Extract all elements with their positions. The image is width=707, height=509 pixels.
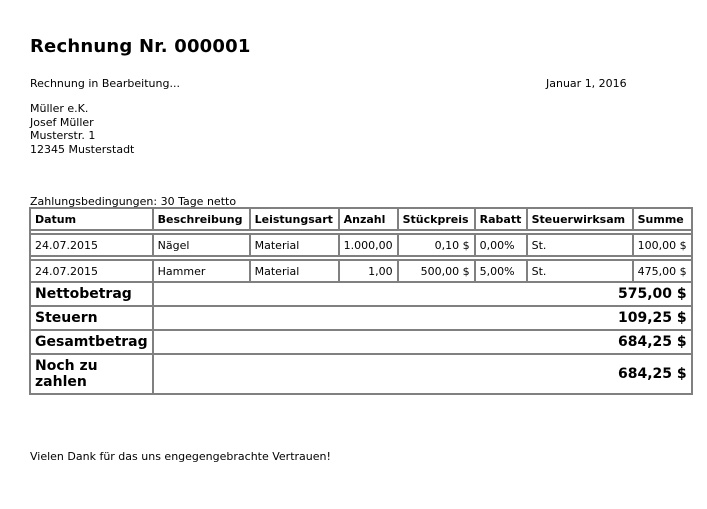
recipient-address (30, 102, 134, 156)
amount-due-value: 684,25 $ (153, 354, 692, 394)
cell-service-type: Material (250, 260, 339, 282)
header-service-type: Leistungsart (250, 208, 339, 230)
net-total-label: Nettobetrag (30, 282, 153, 306)
invoice-status: Rechnung in Bearbeitung... (30, 77, 180, 90)
address-city: 12345 Musterstadt (30, 142, 135, 156)
net-total-row (30, 282, 692, 306)
address-person: Josef Müller (30, 115, 94, 129)
address-company: Müller e.K. (30, 102, 89, 115)
cell-discount: 5,00% (475, 260, 527, 282)
cell-discount: 0,00% (475, 234, 527, 256)
thank-you-note: Vielen Dank für das uns engegengebrachte Vertrauen! (30, 450, 331, 463)
cell-unit-price: 500,00 $ (398, 260, 475, 282)
cell-service-type: Material (250, 234, 339, 256)
header-date: Datum (30, 208, 153, 230)
cell-tax: St. (527, 234, 633, 256)
invoice-title: Rechnung Nr. 000001 (30, 36, 251, 57)
cell-sum: 100,00 $ (633, 234, 692, 256)
cell-tax: St. (527, 260, 633, 282)
cell-quantity: 1.000,00 (339, 234, 398, 256)
cell-description: Nägel (153, 234, 250, 256)
header-unit-price: Stückpreis (398, 208, 475, 230)
cell-date: 24.07.2015 (30, 260, 153, 282)
tax-total-row (30, 306, 692, 330)
cell-date: 24.07.2015 (30, 234, 153, 256)
gross-total-label: Gesamtbetrag (30, 330, 153, 354)
header-tax: Steuerwirksam (527, 208, 633, 230)
cell-quantity: 1,00 (339, 260, 398, 282)
header-quantity: Anzahl (339, 208, 398, 230)
cell-sum: 475,00 $ (633, 260, 692, 282)
invoice-date: Januar 1, 2016 (546, 77, 627, 90)
amount-due-label-line1: Noch zu (35, 358, 98, 374)
amount-due-label-line2: zahlen (35, 374, 87, 390)
header-discount: Rabatt (475, 208, 527, 230)
header-sum: Summe (633, 208, 692, 230)
tax-total-label: Steuern (30, 306, 153, 330)
payment-terms: Zahlungsbedingungen: 30 Tage netto (30, 195, 237, 208)
cell-description: Hammer (153, 260, 250, 282)
table-row (30, 260, 692, 282)
invoice-table (29, 207, 693, 395)
header-description: Beschreibung (153, 208, 250, 230)
cell-unit-price: 0,10 $ (398, 234, 475, 256)
gross-total-value: 684,25 $ (153, 330, 692, 354)
net-total-value: 575,00 $ (153, 282, 692, 306)
table-row (30, 234, 692, 256)
amount-due-row (30, 354, 692, 394)
table-header-row (30, 208, 692, 230)
address-street: Musterstr. 1 (30, 129, 96, 142)
tax-total-value: 109,25 $ (153, 306, 692, 330)
gross-total-row (30, 330, 692, 354)
amount-due-label (30, 354, 153, 394)
